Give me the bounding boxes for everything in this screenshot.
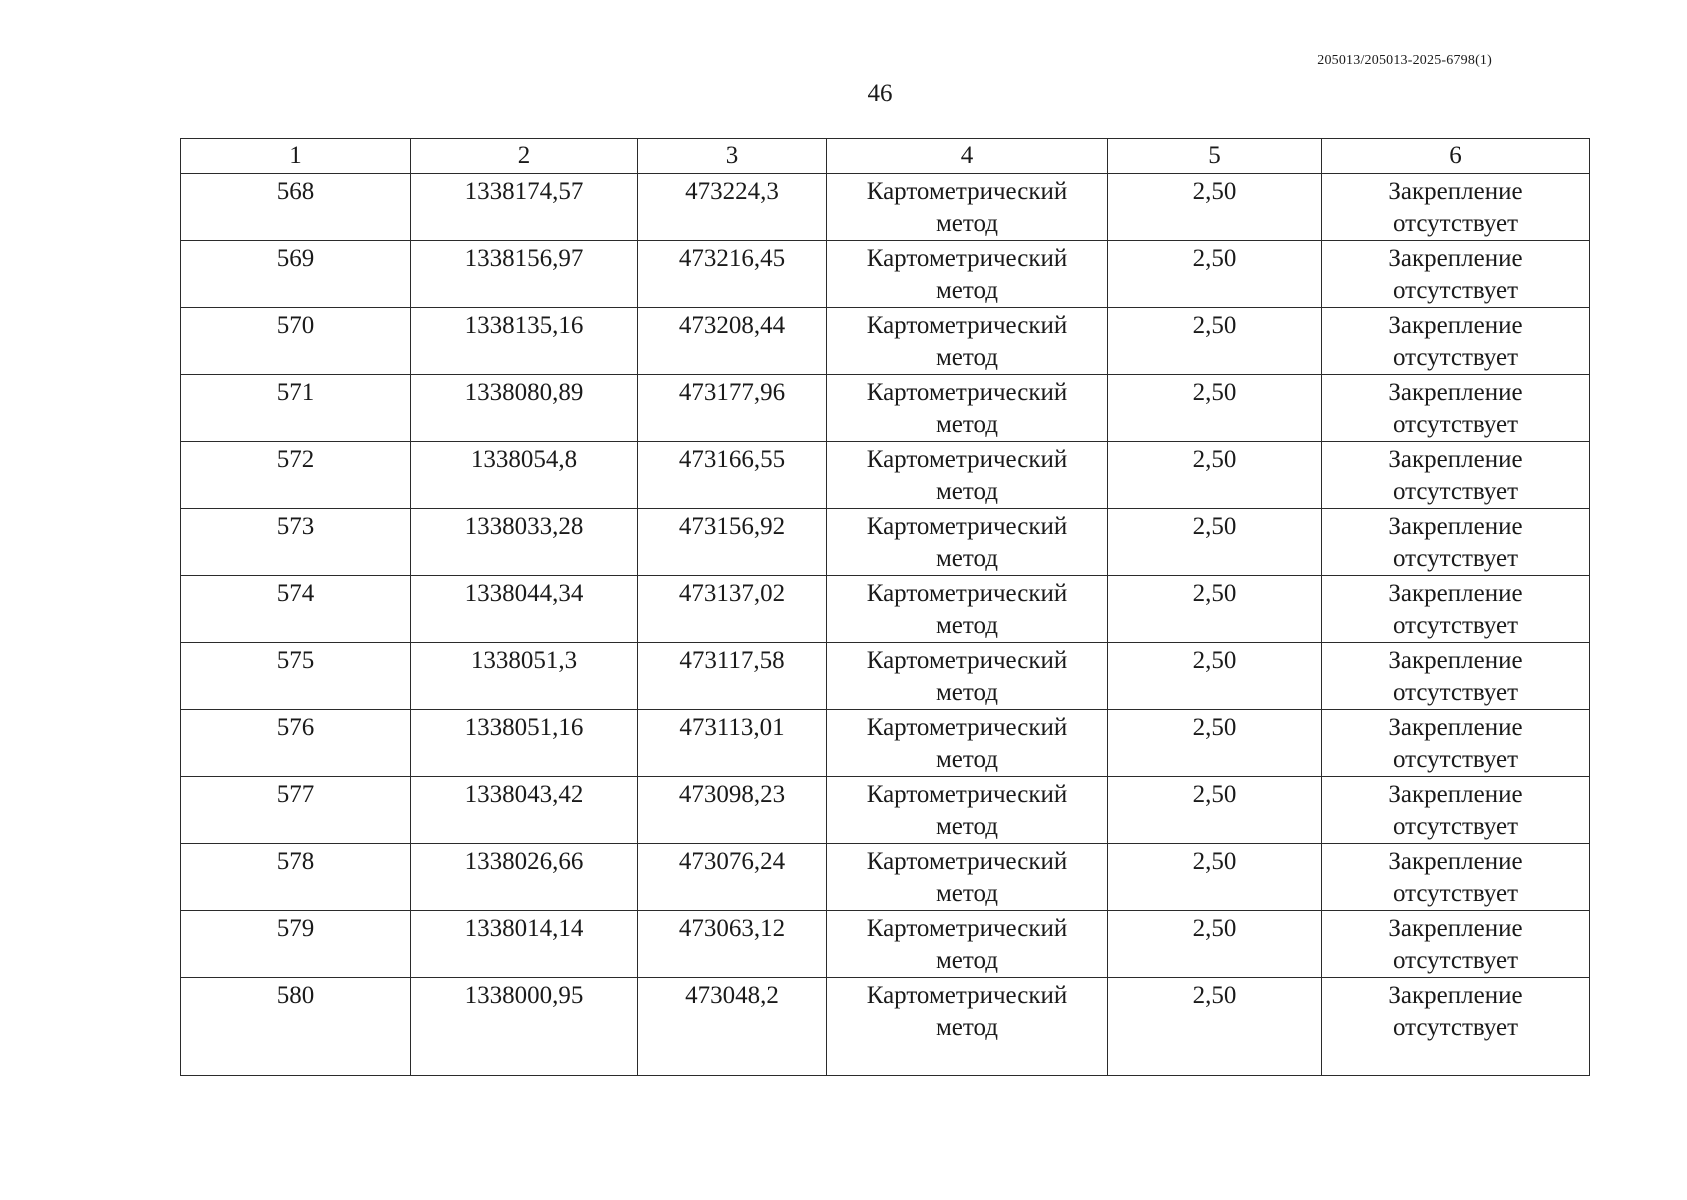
point-number-cell [181, 442, 411, 509]
table-row [181, 308, 1590, 375]
column-header: 2 [411, 139, 638, 174]
fixing-description-cell [1322, 978, 1590, 1076]
x-coordinate-cell-text: 1338135,16 [464, 312, 584, 339]
fixing-description-cell-text: Закрепление отсутствует [1388, 513, 1523, 572]
x-coordinate-cell-text: 1338026,66 [464, 848, 584, 875]
accuracy-cell-text: 2,50 [1192, 848, 1237, 875]
table-body [181, 174, 1590, 1076]
table-row [181, 241, 1590, 308]
x-coordinate-cell [411, 308, 638, 375]
method-cell-text: Картометрический метод [866, 714, 1068, 773]
accuracy-cell-text: 2,50 [1192, 379, 1237, 406]
point-number-cell-text: 579 [276, 915, 315, 942]
x-coordinate-cell-text: 1338033,28 [464, 513, 584, 540]
x-coordinate-cell-text: 1338156,97 [464, 245, 584, 272]
method-cell [827, 509, 1108, 576]
accuracy-cell-text: 2,50 [1192, 312, 1237, 339]
method-cell-text: Картометрический метод [866, 379, 1068, 438]
fixing-description-cell [1322, 241, 1590, 308]
point-number-cell [181, 308, 411, 375]
column-header: 4 [827, 139, 1108, 174]
table-row [181, 442, 1590, 509]
point-number-cell-text: 577 [276, 781, 315, 808]
table-row [181, 844, 1590, 911]
fixing-description-cell-text: Закрепление отсутствует [1388, 915, 1523, 974]
x-coordinate-cell [411, 375, 638, 442]
method-cell [827, 308, 1108, 375]
accuracy-cell [1108, 174, 1322, 241]
fixing-description-cell [1322, 442, 1590, 509]
point-number-cell [181, 911, 411, 978]
point-number-cell-text: 572 [276, 446, 315, 473]
method-cell [827, 710, 1108, 777]
point-number-cell [181, 174, 411, 241]
point-number-cell [181, 844, 411, 911]
y-coordinate-cell-text: 473113,01 [679, 714, 785, 741]
fixing-description-cell-text: Закрепление отсутствует [1388, 848, 1523, 907]
accuracy-cell [1108, 509, 1322, 576]
y-coordinate-cell [638, 576, 827, 643]
accuracy-cell [1108, 911, 1322, 978]
fixing-description-cell [1322, 844, 1590, 911]
x-coordinate-cell-text: 1338043,42 [464, 781, 584, 808]
fixing-description-cell [1322, 308, 1590, 375]
y-coordinate-cell [638, 442, 827, 509]
point-number-cell-text: 570 [276, 312, 315, 339]
y-coordinate-cell [638, 174, 827, 241]
fixing-description-cell-text: Закрепление отсутствует [1388, 647, 1523, 706]
point-number-cell-text: 574 [276, 580, 315, 607]
column-header: 5 [1108, 139, 1322, 174]
method-cell-text: Картометрический метод [866, 982, 1068, 1041]
fixing-description-cell-text: Закрепление отсутствует [1388, 446, 1523, 505]
column-header: 1 [181, 139, 411, 174]
fixing-description-cell [1322, 643, 1590, 710]
y-coordinate-cell [638, 911, 827, 978]
page-number: 46 [867, 80, 893, 107]
fixing-description-cell [1322, 375, 1590, 442]
table-row [181, 576, 1590, 643]
accuracy-cell [1108, 576, 1322, 643]
point-number-cell-text: 575 [276, 647, 315, 674]
table-row [181, 777, 1590, 844]
point-number-cell [181, 978, 411, 1076]
y-coordinate-cell [638, 241, 827, 308]
accuracy-cell-text: 2,50 [1192, 781, 1237, 808]
point-number-cell-text: 576 [276, 714, 315, 741]
method-cell [827, 777, 1108, 844]
fixing-description-cell [1322, 509, 1590, 576]
accuracy-cell [1108, 442, 1322, 509]
method-cell-text: Картометрический метод [866, 848, 1068, 907]
column-header: 6 [1322, 139, 1590, 174]
accuracy-cell-text: 2,50 [1192, 580, 1237, 607]
method-cell [827, 643, 1108, 710]
accuracy-cell [1108, 777, 1322, 844]
method-cell-text: Картометрический метод [866, 915, 1068, 974]
y-coordinate-cell [638, 978, 827, 1076]
point-number-cell-text: 568 [276, 178, 315, 205]
accuracy-cell [1108, 241, 1322, 308]
fixing-description-cell-text: Закрепление отсутствует [1388, 982, 1523, 1041]
table-row [181, 174, 1590, 241]
x-coordinate-cell-text: 1338044,34 [464, 580, 584, 607]
y-coordinate-cell [638, 777, 827, 844]
accuracy-cell [1108, 844, 1322, 911]
fixing-description-cell-text: Закрепление отсутствует [1388, 781, 1523, 840]
fixing-description-cell [1322, 777, 1590, 844]
point-number-cell [181, 509, 411, 576]
table-row [181, 375, 1590, 442]
y-coordinate-cell-text: 473076,24 [678, 848, 786, 875]
table-row [181, 710, 1590, 777]
point-number-cell [181, 375, 411, 442]
method-cell [827, 844, 1108, 911]
y-coordinate-cell-text: 473208,44 [678, 312, 786, 339]
column-header: 3 [638, 139, 827, 174]
point-number-cell-text: 578 [276, 848, 315, 875]
accuracy-cell-text: 2,50 [1192, 446, 1237, 473]
accuracy-cell-text: 2,50 [1192, 245, 1237, 272]
method-cell [827, 241, 1108, 308]
method-cell-text: Картометрический метод [866, 178, 1068, 237]
method-cell [827, 576, 1108, 643]
accuracy-cell-text: 2,50 [1192, 513, 1237, 540]
y-coordinate-cell [638, 375, 827, 442]
table-header-row [181, 139, 1590, 174]
coordinates-table [180, 138, 1590, 1076]
accuracy-cell-text: 2,50 [1192, 714, 1237, 741]
point-number-cell-text: 580 [276, 982, 315, 1009]
accuracy-cell [1108, 643, 1322, 710]
x-coordinate-cell [411, 777, 638, 844]
method-cell-text: Картометрический метод [866, 580, 1068, 639]
method-cell-text: Картометрический метод [866, 446, 1068, 505]
x-coordinate-cell [411, 710, 638, 777]
point-number-cell [181, 643, 411, 710]
fixing-description-cell-text: Закрепление отсутствует [1388, 312, 1523, 371]
accuracy-cell [1108, 710, 1322, 777]
x-coordinate-cell [411, 509, 638, 576]
accuracy-cell-text: 2,50 [1192, 982, 1237, 1009]
method-cell-text: Картометрический метод [866, 312, 1068, 371]
point-number-cell [181, 777, 411, 844]
table-row [181, 643, 1590, 710]
point-number-cell-text: 571 [276, 379, 315, 406]
y-coordinate-cell-text: 473048,2 [685, 982, 779, 1009]
fixing-description-cell [1322, 710, 1590, 777]
x-coordinate-cell [411, 241, 638, 308]
method-cell-text: Картометрический метод [866, 513, 1068, 572]
table-row [181, 978, 1590, 1076]
y-coordinate-cell [638, 710, 827, 777]
accuracy-cell [1108, 375, 1322, 442]
x-coordinate-cell-text: 1338051,3 [470, 647, 578, 674]
fixing-description-cell-text: Закрепление отсутствует [1388, 580, 1523, 639]
x-coordinate-cell-text: 1338000,95 [464, 982, 584, 1009]
x-coordinate-cell [411, 174, 638, 241]
method-cell [827, 978, 1108, 1076]
x-coordinate-cell [411, 978, 638, 1076]
y-coordinate-cell [638, 308, 827, 375]
accuracy-cell [1108, 308, 1322, 375]
y-coordinate-cell-text: 473117,58 [679, 647, 785, 674]
fixing-description-cell-text: Закрепление отсутствует [1388, 379, 1523, 438]
method-cell [827, 375, 1108, 442]
y-coordinate-cell [638, 509, 827, 576]
table-row [181, 509, 1590, 576]
x-coordinate-cell-text: 1338051,16 [464, 714, 584, 741]
x-coordinate-cell [411, 911, 638, 978]
x-coordinate-cell [411, 442, 638, 509]
method-cell-text: Картометрический метод [866, 647, 1068, 706]
y-coordinate-cell-text: 473216,45 [678, 245, 786, 272]
accuracy-cell [1108, 978, 1322, 1076]
method-cell [827, 911, 1108, 978]
y-coordinate-cell-text: 473156,92 [678, 513, 786, 540]
x-coordinate-cell [411, 576, 638, 643]
y-coordinate-cell-text: 473177,96 [678, 379, 786, 406]
document-id: 205013/205013-2025-6798(1) [1317, 53, 1492, 68]
point-number-cell [181, 710, 411, 777]
y-coordinate-cell-text: 473166,55 [678, 446, 786, 473]
y-coordinate-cell [638, 844, 827, 911]
accuracy-cell-text: 2,50 [1192, 178, 1237, 205]
y-coordinate-cell-text: 473063,12 [678, 915, 786, 942]
method-cell-text: Картометрический метод [866, 245, 1068, 304]
y-coordinate-cell-text: 473098,23 [678, 781, 786, 808]
fixing-description-cell-text: Закрепление отсутствует [1388, 245, 1523, 304]
x-coordinate-cell [411, 844, 638, 911]
fixing-description-cell [1322, 911, 1590, 978]
y-coordinate-cell [638, 643, 827, 710]
x-coordinate-cell-text: 1338080,89 [464, 379, 584, 406]
y-coordinate-cell-text: 473137,02 [678, 580, 786, 607]
x-coordinate-cell-text: 1338054,8 [470, 446, 578, 473]
fixing-description-cell-text: Закрепление отсутствует [1388, 714, 1523, 773]
point-number-cell [181, 241, 411, 308]
fixing-description-cell [1322, 174, 1590, 241]
x-coordinate-cell-text: 1338014,14 [464, 915, 584, 942]
point-number-cell-text: 573 [276, 513, 315, 540]
method-cell [827, 442, 1108, 509]
y-coordinate-cell-text: 473224,3 [685, 178, 779, 205]
x-coordinate-cell [411, 643, 638, 710]
fixing-description-cell-text: Закрепление отсутствует [1388, 178, 1523, 237]
method-cell [827, 174, 1108, 241]
method-cell-text: Картометрический метод [866, 781, 1068, 840]
fixing-description-cell [1322, 576, 1590, 643]
accuracy-cell-text: 2,50 [1192, 647, 1237, 674]
accuracy-cell-text: 2,50 [1192, 915, 1237, 942]
point-number-cell [181, 576, 411, 643]
point-number-cell-text: 569 [276, 245, 315, 272]
table-row [181, 911, 1590, 978]
x-coordinate-cell-text: 1338174,57 [464, 178, 584, 205]
